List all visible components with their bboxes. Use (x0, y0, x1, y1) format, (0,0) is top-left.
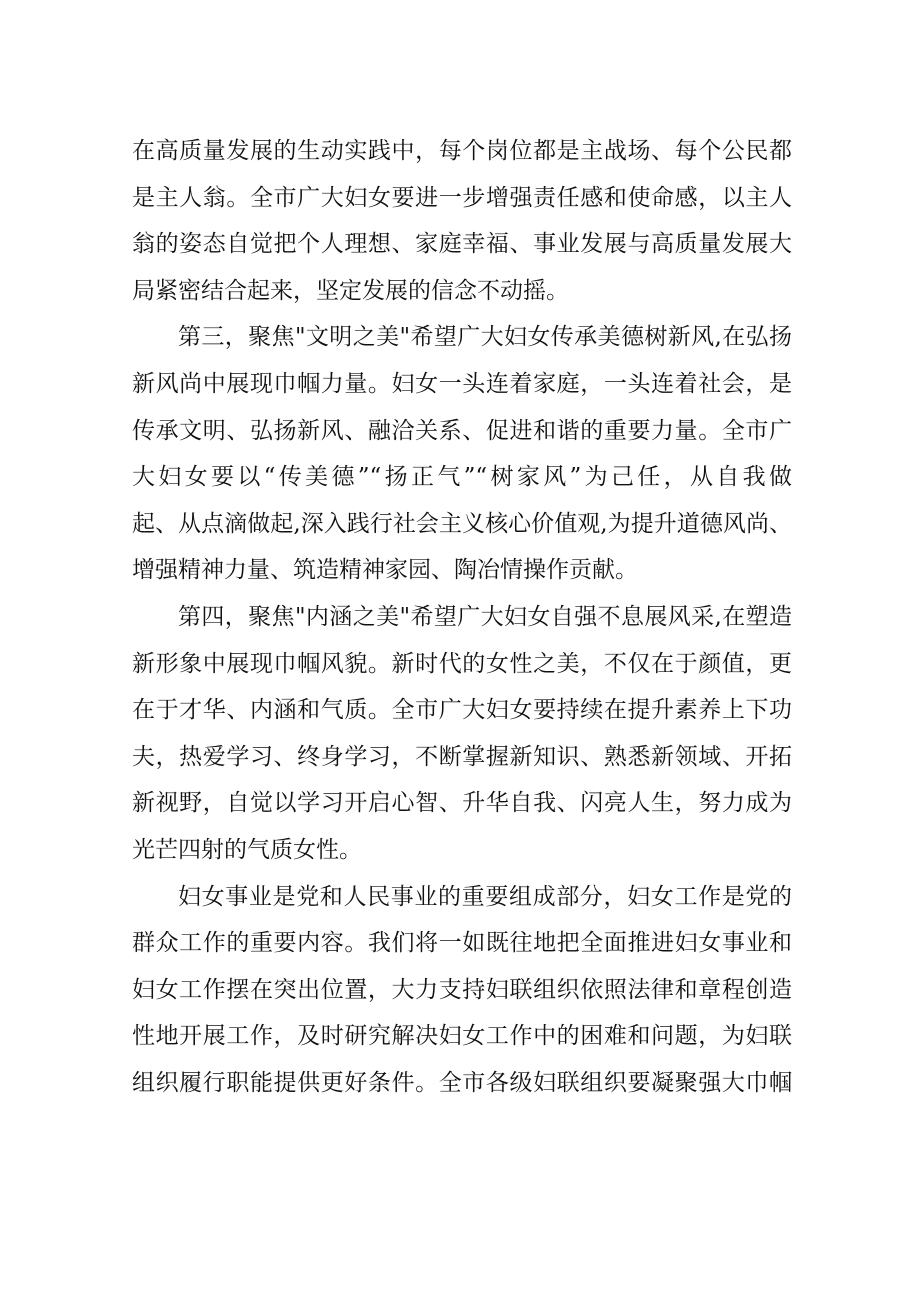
text-line: 夫，热爱学习、终身学习，不断掌握新知识、熟悉新领域、开拓 (132, 743, 792, 770)
text-line: 性地开展工作，及时研究解决妇女工作中的困难和问题，为妇联 (132, 1023, 792, 1050)
text-line: 翁的姿态自觉把个人理想、家庭幸福、事业发展与高质量发展大 (132, 231, 792, 258)
text-line: 妇女工作摆在突出位置，大力支持妇联组织依照法律和章程创造 (132, 976, 792, 1003)
text-line: 妇女事业是党和人民事业的重要组成部分，妇女工作是党的 (178, 883, 792, 910)
paragraph-3 (132, 594, 792, 874)
text-line: 是主人翁。全市广大妇女要进一步增强责任感和使命感，以主人 (132, 184, 792, 211)
document-body (132, 128, 792, 1106)
text-line: 新视野，自觉以学习开启心智、升华自我、闪亮人生，努力成为 (132, 790, 792, 817)
text-line: 在于才华、内涵和气质。全市广大妇女要持续在提升素养上下功 (132, 697, 792, 724)
paragraph-1 (132, 128, 792, 314)
paragraph-4 (132, 874, 792, 1107)
text-line: 光芒四射的气质女性。 (132, 836, 362, 863)
text-line: 局紧密结合起来，坚定发展的信念不动摇。 (132, 277, 569, 304)
text-line: 组织履行职能提供更好条件。全市各级妇联组织要凝聚强大巾帼 (132, 1069, 792, 1096)
text-line: 起、从点滴做起,深入践行社会主义核心价值观,为提升道德风尚、 (132, 510, 792, 537)
paragraph-2 (132, 314, 792, 594)
text-line: 群众工作的重要内容。我们将一如既往地把全面推进妇女事业和 (132, 930, 792, 957)
text-line: 第四，聚焦"内涵之美"希望广大妇女自强不息展风采,在塑造 (178, 603, 792, 630)
text-line: 增强精神力量、筑造精神家园、陶冶情操作贡献。 (132, 557, 638, 584)
text-line: 新风尚中展现巾帼力量。妇女一头连着家庭，一头连着社会，是 (132, 370, 792, 397)
text-line: 第三，聚焦"文明之美"希望广大妇女传承美德树新风,在弘扬 (178, 324, 792, 351)
text-line: 大妇女要以“传美德”“扬正气”“树家风”为己任，从自我做 (132, 464, 792, 491)
text-line: 传承文明、弘扬新风、融洽关系、促进和谐的重要力量。全市广 (132, 417, 792, 444)
text-line: 在高质量发展的生动实践中，每个岗位都是主战场、每个公民都 (132, 138, 792, 164)
text-line: 新形象中展现巾帼风貌。新时代的女性之美，不仅在于颜值，更 (132, 650, 792, 677)
